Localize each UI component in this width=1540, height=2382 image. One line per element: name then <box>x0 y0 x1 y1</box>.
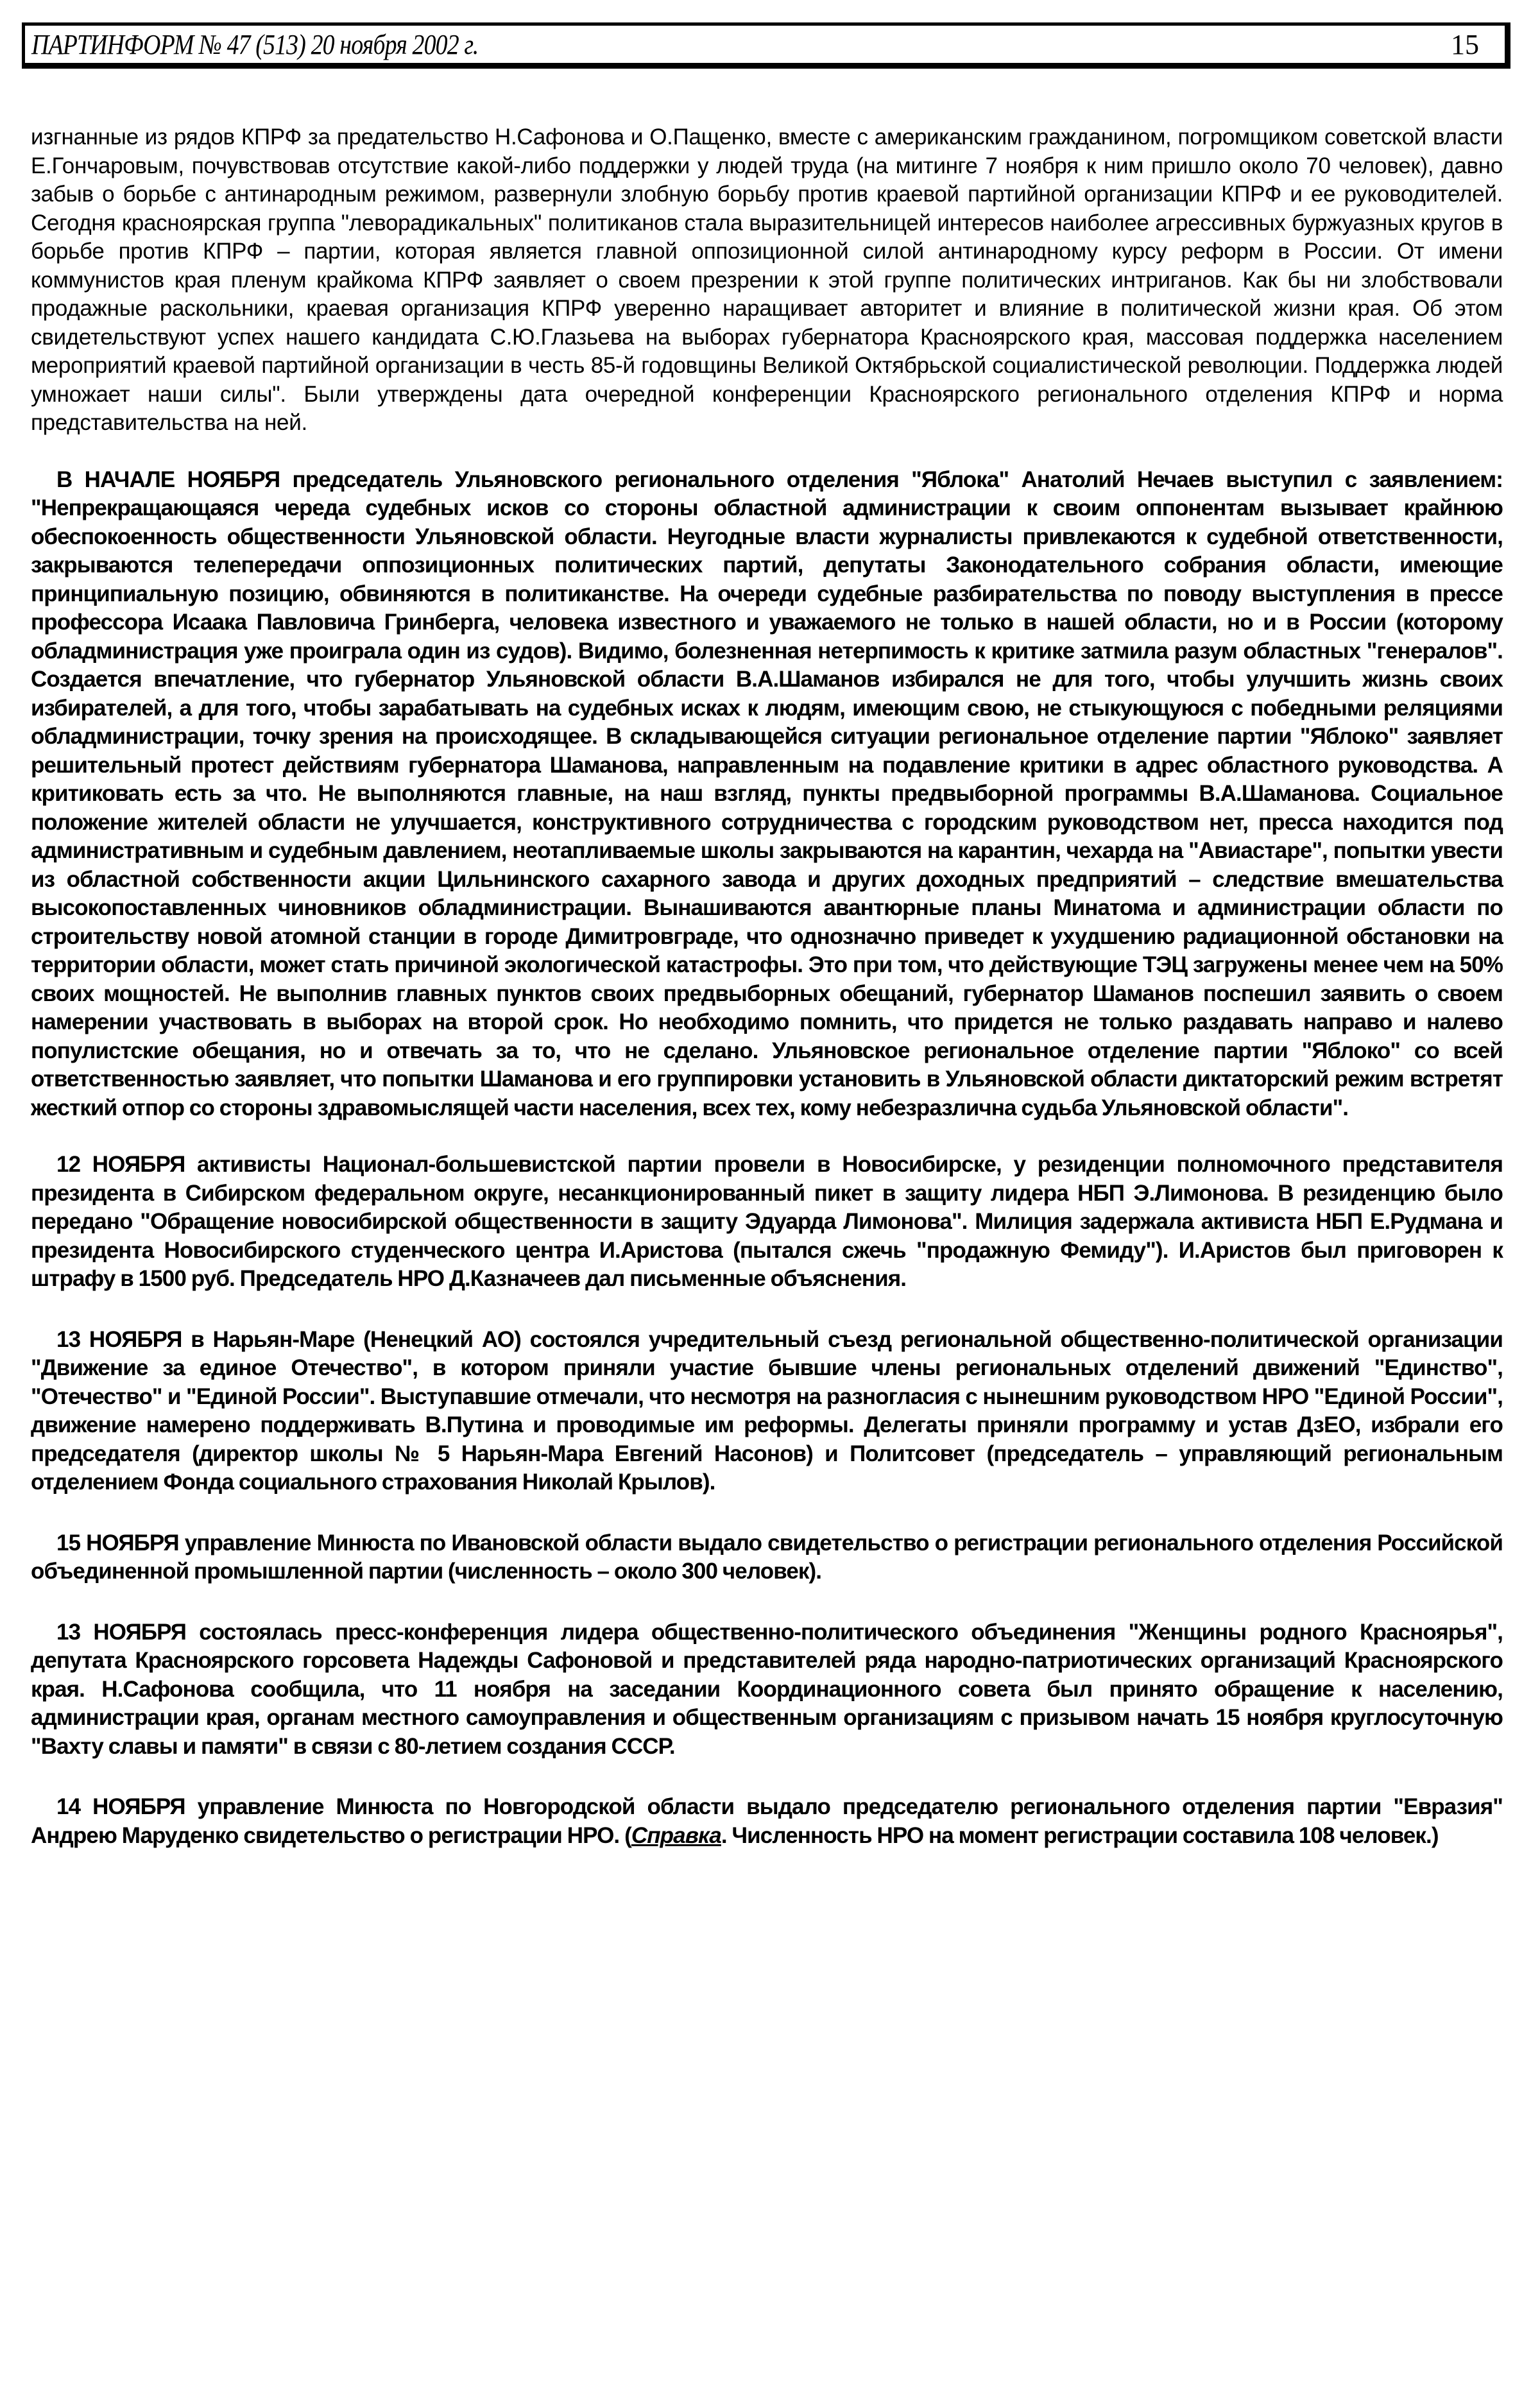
paragraph-text: состоялась пресс-конференция лидера общественно-политического объединения "Женщины родного Красноярья", депутата Красноярского горсовета Надежды Сафоновой и представителей ряда народно-патриотических организаций Красноярского края. Н.Сафонова сообщила, что 11 ноября на заседании Координационного совета был принято обращение к населению, администрации края, органам местного самоуправления и общественным организациям с призывом начать 15 ноября круглосуточную "Вахту славы и памяти" в связи с 80-летием создания СССР. <box>31 1619 1503 1759</box>
date-lead: 13 НОЯБРЯ <box>56 1619 186 1645</box>
article-body <box>31 123 1503 1850</box>
paragraph-novgorod-eurasia <box>31 1793 1503 1850</box>
paragraph-text: активисты Национал-большевистской партии провели в Новосибирске, у резиденции полномочного представителя президента в Сибирском федеральном округе, несанкционированный пикет в защиту лидера НБП Э.Лимонова. В резиденцию было передано "Обращение новосибирской общественности в защиту Эдуарда Лимонова". Милиция задержала активиста НБП Е.Рудмана и президента Новосибирского студенческого центра И.Аристова (пытался сжечь "продажную Фемиду"). И.Аристов был приговорен к штрафу в 1500 руб. Председатель НРО Д.Казначеев дал письменные объяснения. <box>31 1152 1503 1291</box>
paragraph-krasnoyarsk-plenum <box>31 123 1503 438</box>
paragraph-text: управление Минюста по Ивановской области выдало свидетельство о регистрации регионального отделения Российской объединенной промышленной партии (численность – около 300 человек). <box>31 1530 1503 1584</box>
date-lead: 15 НОЯБРЯ <box>56 1530 179 1555</box>
date-lead: В НАЧАЛЕ НОЯБРЯ <box>56 467 280 492</box>
page-number: 15 <box>1451 28 1479 60</box>
paragraph-ivanovo-registration <box>31 1529 1503 1586</box>
paragraph-text: председатель Ульяновского регионального отделения "Яблока" Анатолий Нечаев выступил с заявлением: "Непрекращающаяся череда судебных исков со стороны областной администрации к своим оппонентам вызывает крайнюю обеспокоенность общественности Ульяновской области. Неугодные власти журналисты привлекаются к судебной ответственности, закрываются телепередачи оппозиционных политических партий, депутаты Законодательного собрания области, имеющие принципиальную позицию, обвиняются в политиканстве. На очереди судебные разбирательства по поводу выступления в прессе профессора Исаака Павловича Гринберга, человека известного и уважаемого не только в нашей области, но и в России (которому обладминистрация уже проиграла один из судов). Видимо, болезненная нетерпимость к критике затмила разум областных "генералов". Создается впечатление, что губернатор Ульяновской области В.А.Шаманов избирался не для того, чтобы улучшить жизнь своих избирателей, а для того, чтобы зарабатывать на судебных исках к людям, имеющим свою, не стыкующуюся с победными реляциями обладминистрации, точку зрения на происходящее. В складывающейся ситуации региональное отделение партии "Яблоко" заявляет решительный протест действиям губернатора Шаманова, направленным на подавление критики в адрес областного руководства. А критиковать есть за что. Не выполняются главные, на наш взгляд, пункты предвыборной программы В.А.Шаманова. Социальное положение жителей области не улучшается, конструктивного сотрудничества с городским руководством нет, пресса находится под административным и судебным давлением, неотапливаемые школы закрываются на карантин, чехарда на "Авиастаре", попытки увести из областной собственности акции Цильнинского сахарного завода и других доходных предприятий – следствие вмешательства высокопоставленных чиновников обладминистрации. Вынашиваются авантюрные планы Минатома и администрации области по строительству новой атомной станции в городе Димитровграде, что однозначно приведет к ухудшению радиационной обстановки на территории области, может стать причиной экологической катастрофы. Это при том, что действующие ТЭЦ загружены менее чем на 50% своих мощностей. Не выполнив главных пунктов своих предвыборных обещаний, губернатор Шаманов поспешил заявить о своем намерении участвовать в выборах на второй срок. Но необходимо помнить, что придется не только раздавать направо и налево популистские обещания, но и отвечать за то, что не сделано. Ульяновское региональное отделение партии "Яблоко" со всей ответственностью заявляет, что попытки Шаманова и его группировки установить в Ульяновской области диктаторский режим встретят жесткий отпор со стороны здравомыслящей части населения, всех тех, кому небезразлична судьба Ульяновской области". <box>31 467 1503 1120</box>
reference-note-label: Справка <box>631 1822 721 1848</box>
date-lead: 12 НОЯБРЯ <box>56 1152 185 1177</box>
date-lead: 14 НОЯБРЯ <box>56 1794 185 1819</box>
paragraph-krasnoyarsk-press-conference <box>31 1618 1503 1761</box>
paragraph-ulyanovsk-yabloko <box>31 466 1503 1123</box>
paragraph-text-tail: . Численность НРО на момент регистрации составила 108 человек.) <box>721 1822 1439 1848</box>
paragraph-text: изгнанные из рядов КПРФ за предательство Н.Сафонова и О.Пащенко, вместе с американским гражданином, погромщиком советской власти Е.Гончаровым, почувствовав отсутствие какой-либо поддержки у людей труда (на митинге 7 ноября к ним пришло около 70 человек), давно забыв о борьбе с антинародным режимом, развернули злобную борьбу против краевой партийной организации КПРФ и ее руководителей. Сегодня красноярская группа "леворадикальных" политиканов стала выразительницей интересов наиболее агрессивных буржуазных кругов в борьбе против КПРФ – партии, которая является главной оппозиционной силой антинародному курсу реформ в России. От имени коммунистов края пленум крайкома КПРФ заявляет о своем презрении к этой группе политических интриганов. Как бы ни злобствовали продажные раскольники, краевая организация КПРФ уверенно наращивает авторитет и влияние в политической жизни края. Об этом свидетельствуют успех нашего кандидата С.Ю.Глазьева на выборах губернатора Красноярского края, массовая поддержка населением мероприятий краевой партийной организации в честь 85-й годовщины Великой Октябрьской социалистической революции. Поддержка людей умножает наши силы". Были утверждены дата очередной конференции Красноярского регионального отделения КПРФ и норма представительства на ней. <box>31 124 1503 435</box>
paragraph-text: управление Минюста по Новгородской области выдало председателю регионального отделения партии "Евразия" Андрею Маруденко свидетельство о регистрации НРО. ( <box>31 1794 1503 1848</box>
date-lead: 13 НОЯБРЯ <box>56 1326 182 1352</box>
publication-title: ПАРТИНФОРМ № 47 (513) 20 ноября 2002 г. <box>31 28 479 60</box>
paragraph-naryan-mar-congress <box>31 1326 1503 1497</box>
paragraph-novosibirsk-nbp <box>31 1151 1503 1294</box>
page-header <box>22 22 1510 69</box>
paragraph-text: в Нарьян-Маре (Ненецкий АО) состоялся учредительный съезд региональной общественно-политической организации "Движение за единое Отечество", в котором приняли участие бывшие члены региональных отделений движений "Единство", "Отечество" и "Единой России". Выступавшие отмечали, что несмотря на разногласия с нынешним руководством НРО "Единой России", движение намерено поддерживать В.Путина и проводимые им реформы. Делегаты приняли программу и устав ДзЕО, избрали его председателя (директор школы № 5 Нарьян-Мара Евгений Насонов) и Политсовет (председатель – управляющий региональным отделением Фонда социального страхования Николай Крылов). <box>31 1326 1503 1495</box>
